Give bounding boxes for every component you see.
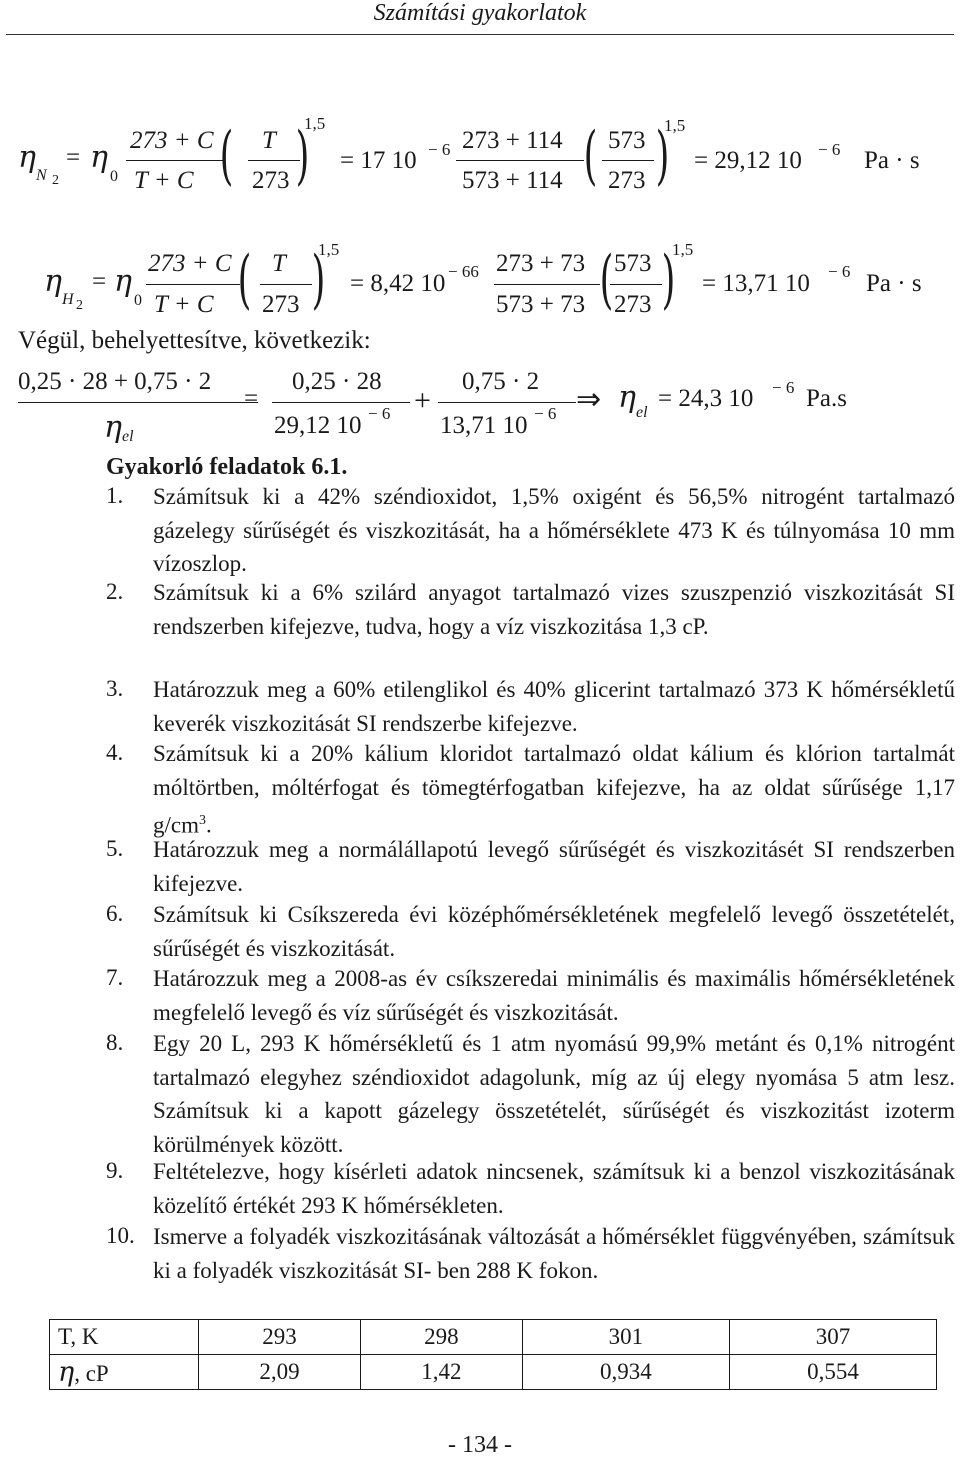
- fraction-bar: [260, 284, 312, 285]
- exponent: − 6: [428, 140, 451, 159]
- fraction-denominator: T + C: [154, 291, 214, 318]
- problem-number: 3.: [106, 676, 124, 701]
- fraction-bar: [248, 160, 300, 161]
- eta-symbol: η: [90, 140, 108, 175]
- problem-number: 7.: [106, 965, 124, 990]
- intermediate-value: = 17 10: [340, 147, 417, 174]
- problem-text: Számítsuk ki a 6% szilárd anyagot tartalmazó vizes szuszpenzió viszkozitását SI rendszerben kifejezve, tudva, hogy a víz viszkozitása 1,3 cP.: [153, 580, 955, 639]
- table-row: [50, 1355, 937, 1390]
- problem-text: Határozzuk meg a 60% etilenglikol és 40% glicerint tartalmazó 373 K hőmérsékletű keverék viszkozitását SI rendszerbe kifejezve.: [153, 677, 955, 736]
- unit: Pa · s: [866, 270, 922, 297]
- result-value: = 24,3 10: [658, 385, 754, 412]
- row-header: [50, 1355, 199, 1390]
- plus-sign: +: [414, 384, 431, 417]
- unit: Pa.s: [806, 385, 847, 412]
- problem-text: Egy 20 L, 293 K hőmérsékletű és 1 atm nyomású 99,9% metánt és 0,1% nitrogént tartalmazó elegyhez széndioxidot adagolunk, míg az új elegy nyomása 5 atm lesz. Számítsuk ki a kapott gázelegy összetételét, sűrűségét és viszkozitást izoterm körülmények között.: [153, 1031, 955, 1158]
- intro-text: Végül, behelyettesítve, következik:: [18, 327, 371, 354]
- problem-number: 2.: [106, 579, 124, 604]
- unit: Pa · s: [864, 147, 920, 174]
- fraction-denominator: 273: [252, 167, 290, 194]
- left-paren: (: [599, 243, 614, 317]
- fraction-numerator: T: [272, 250, 286, 277]
- fraction-bar: [602, 160, 654, 161]
- exponent: − 6: [828, 262, 851, 281]
- table-cell: 298: [360, 1320, 522, 1355]
- result-value: = 29,12 10: [694, 147, 802, 174]
- problem-number: 10.: [106, 1223, 135, 1248]
- subscript: el: [122, 428, 134, 445]
- problem-text: Ismerve a folyadék viszkozitásának változását a hőmérséklet függvényében, számítsuk ki a folyadék viszkozitását SI- ben 288 K fokon.: [153, 1224, 955, 1283]
- exponent: − 6: [818, 140, 841, 159]
- problem-text: Feltételezve, hogy kísérleti adatok nincsenek, számítsuk ki a benzol viszkozitásának közelítő értékét 293 K hőmérsékleten.: [153, 1159, 955, 1218]
- fraction-numerator: 573: [608, 127, 646, 154]
- fraction-bar: [126, 160, 224, 161]
- eta-symbol: η: [104, 410, 122, 445]
- exponent: − 6: [368, 404, 391, 423]
- right-paren: ): [311, 243, 326, 317]
- table-cell: 301: [522, 1320, 729, 1355]
- fraction-bar: [438, 402, 576, 403]
- fraction-bar: [456, 160, 584, 161]
- fraction-numerator: 273 + 114: [462, 127, 563, 154]
- page-number: - 134 -: [448, 1432, 512, 1458]
- fraction-denominator: 29,12 10: [274, 412, 362, 439]
- problem-text: Számítsuk ki a 42% széndioxidot, 1,5% oxigént és 56,5% nitrogént tartalmazó gázelegy sűrűségét és viszkozitását, ha a hőmérséklete 473 K és túlnyomása 10 mm vízoszlop.: [153, 484, 955, 577]
- subscript: 0: [110, 168, 118, 185]
- data-table: [49, 1319, 937, 1390]
- subscript: el: [636, 404, 648, 421]
- fraction-denominator: 273: [614, 291, 652, 318]
- table-cell: 307: [729, 1320, 936, 1355]
- table-row: [50, 1320, 937, 1355]
- eta-symbol: η: [44, 264, 62, 299]
- eta-symbol: η: [114, 264, 132, 299]
- fraction-numerator: 573: [614, 250, 652, 277]
- left-paren: (: [583, 119, 598, 193]
- fraction-denominator: 13,71 10: [440, 412, 528, 439]
- subscript: H: [62, 291, 74, 308]
- problem-number: 8.: [106, 1030, 124, 1055]
- equals-sign: =: [244, 385, 259, 412]
- problem-number: 6.: [106, 901, 124, 926]
- implies-arrow: ⇒: [576, 382, 602, 417]
- problem-text: [153, 737, 955, 843]
- fraction-numerator: 273 + C: [148, 250, 232, 277]
- fraction-denominator: 273: [608, 167, 646, 194]
- fraction-denominator: 273: [262, 291, 300, 318]
- exponent: 1,5: [318, 240, 340, 259]
- table-cell: 2,09: [199, 1355, 361, 1390]
- table-cell: 293: [199, 1320, 361, 1355]
- eta-symbol: η: [18, 140, 36, 175]
- section-title: Gyakorló feladatok 6.1.: [106, 454, 348, 480]
- problem-text: Számítsuk ki Csíkszereda évi középhőmérsékletének megfelelő levegő összetételét, sűrűségét és viszkozitását.: [153, 902, 955, 961]
- intermediate-value: = 8,42 10: [350, 270, 446, 297]
- left-paren: (: [237, 243, 252, 317]
- eta-symbol: η: [618, 380, 636, 415]
- fraction-numerator: 273 + 73: [496, 250, 586, 277]
- fraction-bar: [610, 284, 662, 285]
- fraction-denominator: 573 + 114: [462, 167, 563, 194]
- fraction-numerator: 0,75 · 2: [462, 368, 540, 395]
- problem-number: 9.: [106, 1158, 124, 1183]
- problem-text: Határozzuk meg a 2008-as év csíkszeredai minimális és maximális hőmérsékletének megfelelő levegő és víz sűrűségét és viszkozitását.: [153, 966, 955, 1025]
- subscript: 0: [134, 292, 142, 309]
- row-header: T, K: [50, 1320, 199, 1355]
- problem-text-body: Számítsuk ki a 20% kálium kloridot tartalmazó oldat kálium és klórion tartalmát móltörtben, móltérfogat és tömegtérfogatban kifejezve, ha az oldat sűrűsége 1,17 g/cm: [153, 741, 955, 839]
- fraction-numerator: 273 + C: [130, 127, 214, 154]
- subscript-2: 2: [52, 173, 59, 188]
- result-value: = 13,71 10: [702, 270, 810, 297]
- exponent: 1,5: [304, 114, 326, 133]
- row-header-label: , cP: [74, 1360, 109, 1386]
- right-paren: ): [295, 119, 310, 193]
- exponent: 1,5: [664, 116, 686, 135]
- equals-sign: =: [92, 268, 107, 295]
- table-cell: 0,554: [729, 1355, 936, 1390]
- table-cell: 1,42: [360, 1355, 522, 1390]
- fraction-denominator: T + C: [134, 167, 194, 194]
- superscript: 3: [199, 813, 206, 829]
- fraction-bar: [18, 402, 258, 403]
- right-paren: ): [655, 119, 670, 193]
- left-paren: (: [219, 119, 234, 193]
- fraction-numerator: 0,25 · 28 + 0,75 · 2: [18, 368, 212, 395]
- subscript: N: [36, 167, 47, 184]
- problem-number: 4.: [106, 740, 124, 765]
- fraction-numerator: 0,25 · 28: [292, 368, 382, 395]
- fraction-bar: [272, 402, 410, 403]
- subscript-2: 2: [76, 298, 83, 313]
- exponent: − 66: [448, 262, 479, 281]
- header-rule: [6, 34, 954, 35]
- exponent: − 6: [534, 404, 557, 423]
- table-cell: 0,934: [522, 1355, 729, 1390]
- problem-number: 1.: [106, 483, 124, 508]
- problem-number: 5.: [106, 836, 124, 861]
- problem-text-tail: .: [206, 813, 212, 839]
- fraction-numerator: T: [262, 127, 276, 154]
- problem-text: Határozzuk meg a normálállapotú levegő sűrűségét és viszkozitásét SI rendszerben kifejezve.: [153, 837, 955, 896]
- fraction-denominator: 573 + 73: [496, 291, 586, 318]
- right-paren: ): [661, 243, 676, 317]
- exponent: 1,5: [672, 240, 694, 259]
- equals-sign: =: [66, 144, 81, 171]
- fraction-bar: [494, 284, 600, 285]
- exponent: − 6: [772, 378, 795, 397]
- fraction-bar: [146, 284, 240, 285]
- page-header: Számítási gyakorlatok: [373, 0, 587, 26]
- eta-symbol: η: [58, 1356, 75, 1388]
